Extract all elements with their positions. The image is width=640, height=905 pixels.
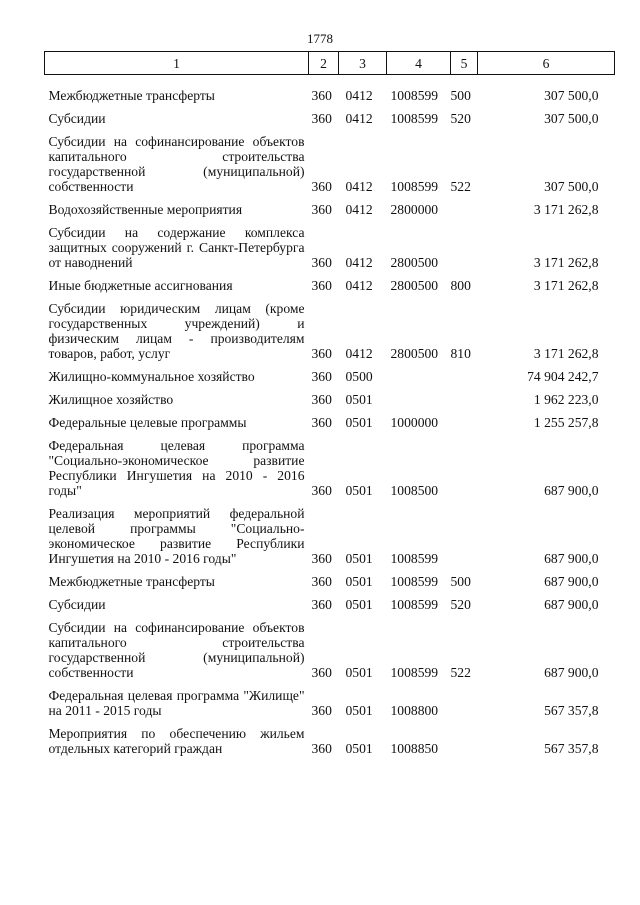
row-amount: 307 500,0 [544,179,599,194]
table-row [45,590,615,613]
row-code-3: 0412 [345,346,373,361]
row-code-2: 360 [311,703,332,718]
row-code-5: 810 [450,346,471,361]
table-row [45,127,615,195]
row-amount: 307 500,0 [544,88,599,103]
row-code-2: 360 [311,741,332,756]
row-code-3: 0412 [345,278,373,293]
row-code-3: 0412 [345,255,373,270]
row-code-5: 520 [450,597,471,612]
row-code-2: 360 [311,551,332,566]
table-row [45,499,615,567]
row-code-3: 0412 [345,88,373,103]
table-row [45,385,615,408]
row-code-4: 1008599 [390,551,439,566]
row-amount: 3 171 262,8 [533,202,599,217]
row-name: Федеральная целевая программа "Социально-экономическое развитие Республики Ингушетия на 2010 - 2016 годы" [48,438,305,498]
row-name: Федеральная целевая программа "Жилище" на 2011 - 2015 годы [48,688,305,718]
column-header-6: 6 [478,52,615,75]
row-code-2: 360 [311,179,332,194]
row-code-2: 360 [311,255,332,270]
row-code-2: 360 [311,392,332,407]
row-amount: 687 900,0 [544,483,599,498]
column-header-2: 2 [309,52,339,75]
row-code-4: 1008599 [390,574,439,589]
page-number: 1778 [307,31,333,46]
row-code-4: 2800500 [390,278,439,293]
row-amount: 3 171 262,8 [533,346,599,361]
table-body [45,75,615,758]
row-code-4: 1008599 [390,179,439,194]
row-amount: 3 171 262,8 [533,278,599,293]
row-name: Субсидии юридическим лицам (кроме государственных учреждений) и физическим лицам - производителям товаров, работ, услуг [48,301,305,361]
row-code-2: 360 [311,278,332,293]
table-row [45,271,615,294]
row-code-3: 0501 [345,703,373,718]
row-code-2: 360 [311,202,332,217]
row-code-5: 520 [450,111,471,126]
row-code-4: 1008800 [390,703,439,718]
row-name: Иные бюджетные ассигнования [48,278,233,293]
row-code-4 [387,362,451,385]
table-row [45,195,615,218]
row-name: Жилищное хозяйство [48,392,174,407]
row-code-5 [451,385,478,408]
row-name: Межбюджетные трансферты [48,88,215,103]
table-row [45,75,615,105]
row-code-2: 360 [311,111,332,126]
row-code-2: 360 [311,88,332,103]
table-row [45,431,615,499]
row-code-4: 2800500 [390,346,439,361]
row-amount: 307 500,0 [544,111,599,126]
row-code-4: 1000000 [390,415,439,430]
row-name: Субсидии на софинансирование объектов капитального строительства государственной (муниципальной) собственности [48,134,305,194]
row-amount: 567 357,8 [544,703,599,718]
column-header-5: 5 [451,52,478,75]
row-code-5 [451,195,478,218]
row-code-2: 360 [311,665,332,680]
row-code-3: 0501 [345,741,373,756]
row-name: Субсидии [48,111,106,126]
row-code-2: 360 [311,574,332,589]
row-code-3: 0500 [345,369,373,384]
row-code-3: 0501 [345,574,373,589]
budget-table [44,51,615,757]
table-row [45,567,615,590]
table-row [45,681,615,719]
row-code-5: 500 [450,574,471,589]
row-amount: 687 900,0 [544,574,599,589]
column-header-3: 3 [339,52,387,75]
table-row [45,408,615,431]
table-row [45,362,615,385]
row-code-4: 1008599 [390,88,439,103]
row-code-2: 360 [311,346,332,361]
row-code-4: 2800500 [390,255,439,270]
row-name: Реализация мероприятий федеральной целевой программы "Социально-экономическое развитие Республики Ингушетия на 2010 - 2016 годы" [48,506,305,566]
row-amount: 567 357,8 [544,741,599,756]
table-header [45,52,615,75]
row-code-4 [387,385,451,408]
row-code-5 [451,499,478,567]
row-code-4: 1008599 [390,111,439,126]
row-amount: 1 255 257,8 [533,415,599,430]
row-code-5 [451,681,478,719]
row-code-5: 500 [450,88,471,103]
row-code-3: 0501 [345,392,373,407]
row-code-5 [451,362,478,385]
row-code-5: 800 [450,278,471,293]
table-row [45,613,615,681]
header-row [45,52,615,75]
row-code-3: 0412 [345,179,373,194]
row-code-3: 0501 [345,665,373,680]
row-amount: 3 171 262,8 [533,255,599,270]
row-amount: 1 962 223,0 [533,392,599,407]
table-row [45,719,615,757]
row-code-4: 1008599 [390,665,439,680]
row-code-2: 360 [311,597,332,612]
row-code-5: 522 [450,665,471,680]
row-name: Субсидии на содержание комплекса защитных сооружений г. Санкт-Петербурга от наводнений [48,225,305,270]
row-code-3: 0501 [345,551,373,566]
row-code-5 [451,719,478,757]
row-name: Мероприятия по обеспечению жильем отдельных категорий граждан [48,726,305,756]
row-code-3: 0501 [345,483,373,498]
row-name: Межбюджетные трансферты [48,574,215,589]
row-code-5 [451,431,478,499]
row-code-4: 1008500 [390,483,439,498]
table-row [45,218,615,271]
row-name: Жилищно-коммунальное хозяйство [48,369,255,384]
row-code-4: 1008599 [390,597,439,612]
row-name: Субсидии [48,597,106,612]
row-code-2: 360 [311,483,332,498]
row-amount: 687 900,0 [544,551,599,566]
column-header-1: 1 [45,52,309,75]
row-code-3: 0501 [345,597,373,612]
row-code-3: 0501 [345,415,373,430]
row-code-2: 360 [311,369,332,384]
row-code-5 [451,408,478,431]
row-code-3: 0412 [345,202,373,217]
table-row [45,104,615,127]
row-code-4: 2800000 [390,202,439,217]
row-code-5 [451,218,478,271]
row-name: Федеральные целевые программы [48,415,247,430]
row-name: Водохозяйственные мероприятия [48,202,243,217]
row-code-4: 1008850 [390,741,439,756]
row-name: Субсидии на софинансирование объектов капитального строительства государственной (муниципальной) собственности [48,620,305,680]
column-header-4: 4 [387,52,451,75]
row-amount: 687 900,0 [544,665,599,680]
row-code-2: 360 [311,415,332,430]
row-amount: 74 904 242,7 [527,369,599,384]
row-amount: 687 900,0 [544,597,599,612]
row-code-3: 0412 [345,111,373,126]
table-row [45,294,615,362]
row-code-5: 522 [450,179,471,194]
